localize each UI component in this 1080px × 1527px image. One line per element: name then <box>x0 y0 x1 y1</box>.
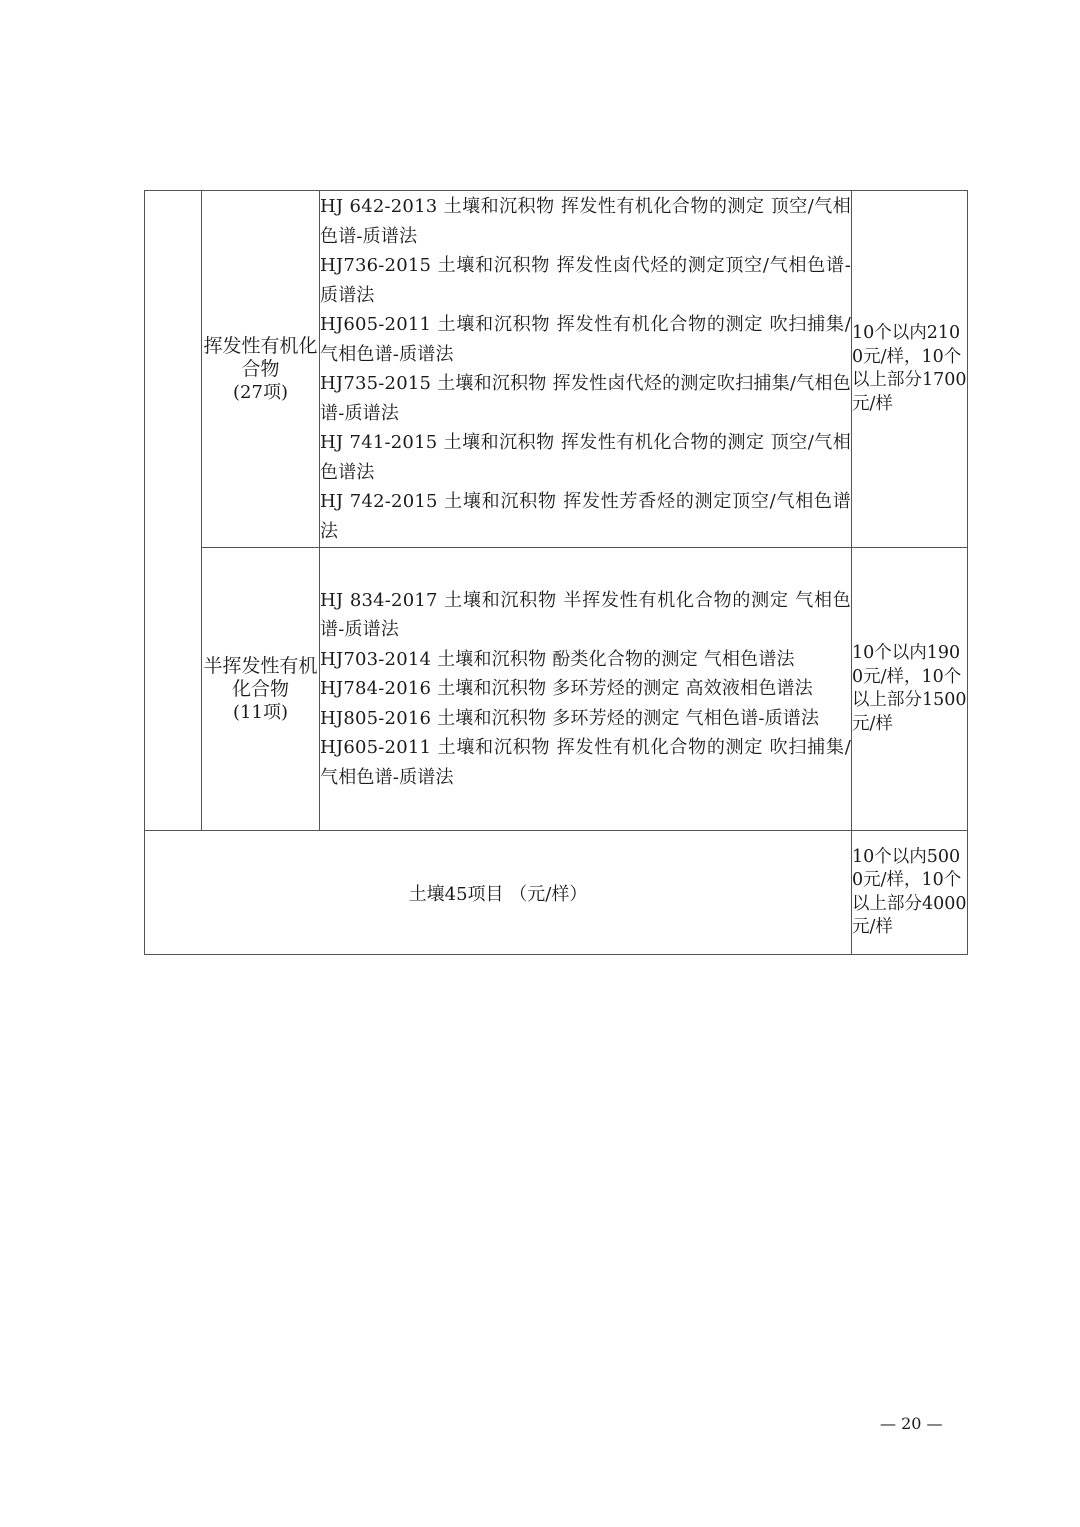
price-cell: 10个以内2100元/样，10个以上部分1700元/样 <box>852 191 968 548</box>
category-cell <box>202 191 320 548</box>
table-row <box>145 548 968 831</box>
total-label: 土壤45项目 （元/样） <box>145 831 852 955</box>
pricing-table <box>144 190 968 955</box>
total-price-cell: 10个以内5000元/样，10个以上部分4000元/样 <box>852 831 968 955</box>
category-count: (11项) <box>233 701 288 723</box>
table-row <box>145 191 968 548</box>
category-name: 半挥发性有机化合物 <box>203 654 318 700</box>
method-item: HJ703-2014 土壤和沉积物 酚类化合物的测定 气相色谱法 <box>320 648 795 670</box>
methods-cell <box>320 548 852 831</box>
price-cell: 10个以内1900元/样，10个以上部分1500元/样 <box>852 548 968 831</box>
category-name: 挥发性有机化合物 <box>203 334 318 380</box>
methods-cell <box>320 191 852 548</box>
method-item: HJ784-2016 土壤和沉积物 多环芳烃的测定 高效液相色谱法 <box>320 678 813 700</box>
method-item: HJ735-2015 土壤和沉积物 挥发性卤代烃的测定吹扫捕集/气相色谱-质谱法 <box>320 373 851 424</box>
method-item: HJ 741-2015 土壤和沉积物 挥发性有机化合物的测定 顶空/气相色谱法 <box>320 432 851 483</box>
method-item: HJ605-2011 土壤和沉积物 挥发性有机化合物的测定 吹扫捕集/气相色谱-质谱法 <box>320 314 851 365</box>
empty-index-cell <box>145 191 202 831</box>
table-row <box>145 831 968 955</box>
category-count: (27项) <box>233 381 288 403</box>
page-number: — 20 — <box>880 1414 943 1433</box>
category-cell <box>202 548 320 831</box>
method-item: HJ 742-2015 土壤和沉积物 挥发性芳香烃的测定顶空/气相色谱法 <box>320 491 851 542</box>
method-item: HJ 642-2013 土壤和沉积物 挥发性有机化合物的测定 顶空/气相色谱-质谱法 <box>320 196 851 247</box>
method-item: HJ 834-2017 土壤和沉积物 半挥发性有机化合物的测定 气相色谱-质谱法 <box>320 589 851 641</box>
method-item: HJ736-2015 土壤和沉积物 挥发性卤代烃的测定顶空/气相色谱-质谱法 <box>320 255 851 306</box>
method-item: HJ605-2011 土壤和沉积物 挥发性有机化合物的测定 吹扫捕集/气相色谱-质谱法 <box>320 737 851 788</box>
method-item: HJ805-2016 土壤和沉积物 多环芳烃的测定 气相色谱-质谱法 <box>320 707 820 729</box>
